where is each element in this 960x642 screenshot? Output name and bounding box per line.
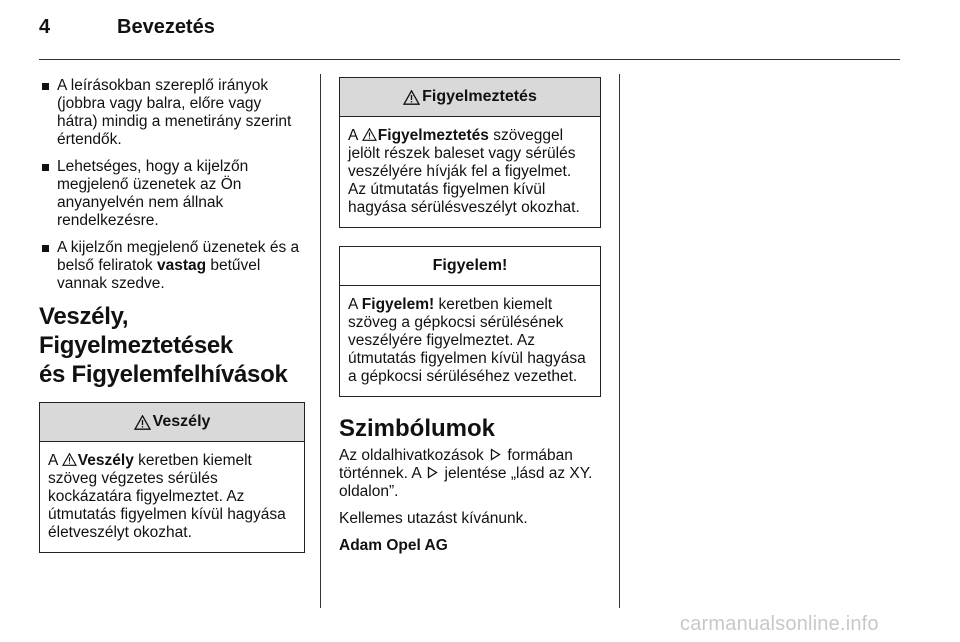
middle-column (339, 77, 601, 564)
left-column (39, 77, 305, 553)
danger-box-title: Veszély (152, 413, 211, 430)
chapter-title: Bevezetés (117, 16, 215, 38)
closing-text: Kellemes utazást kívánunk. (339, 510, 528, 527)
warning-box-body: A Figyelmeztetés szöveggel jelölt részek baleset vagy sérülés veszélyére hívják fel a figyelmet. Az útmutatás figyelmen kívül hagyása sérülésveszélyt okozhat. (348, 127, 580, 216)
page-reference-arrow-icon (427, 466, 438, 479)
bullet-square-icon (42, 245, 49, 252)
caution-box (339, 246, 601, 397)
warning-box-header (340, 78, 600, 117)
danger-box (39, 402, 305, 553)
section-title: Veszély, Figyelmeztetések és Figyelemfelhívások (39, 303, 288, 388)
symbols-paragraph: Az oldalhivatkozások formában történnek. A jelentése „lásd az XY. oldalon”. (339, 447, 593, 500)
caution-box-body: A Figyelem! keretben kiemelt szöveg a gépkocsi sérülésének veszélyére figyelmeztet. Az útmutatás figyelmen kívül hagyása a gépkocsi sérüléséhez vezethet. (348, 296, 586, 385)
warning-triangle-icon (403, 90, 420, 105)
bold-term: vastag (156, 257, 207, 274)
watermark: carmanualsonline.info (680, 613, 879, 635)
list-item: A leírásokban szereplő irányok (jobbra vagy balra, előre vagy hátra) mindig a menetirány szerint értendők. (39, 77, 305, 149)
column-divider (320, 74, 321, 608)
page-number: 4 (39, 16, 51, 38)
warning-triangle-icon (134, 415, 151, 430)
bullet-square-icon (42, 164, 49, 171)
warning-box-title: Figyelmeztetés (422, 88, 537, 105)
list-item: Lehetséges, hogy a kijelzőn megjelenő üzenetek az Ön anyanyelvén nem állnak rendelkezésre. (39, 158, 305, 230)
page-reference-arrow-icon (490, 448, 501, 461)
header-rule (39, 59, 900, 60)
bullet-list (39, 77, 305, 293)
warning-box (339, 77, 601, 228)
column-divider (619, 74, 620, 608)
symbols-title: Szimbólumok (339, 415, 496, 442)
caution-box-title: Figyelem! (432, 257, 508, 274)
list-item: A kijelzőn megjelenő üzenetek és a belső feliratok vastag betűvel vannak szedve. (39, 239, 305, 293)
company-name: Adam Opel AG (339, 537, 448, 554)
caution-box-header (340, 247, 600, 286)
danger-box-body: A Veszély keretben kiemelt szöveg végzetes sérülés kockázatára figyelmeztet. Az útmutatás figyelmen kívül hagyása életveszélyt okozhat. (48, 452, 286, 541)
warning-triangle-icon (362, 128, 377, 141)
danger-box-header (40, 403, 304, 442)
warning-triangle-icon (62, 453, 77, 466)
bullet-square-icon (42, 83, 49, 90)
